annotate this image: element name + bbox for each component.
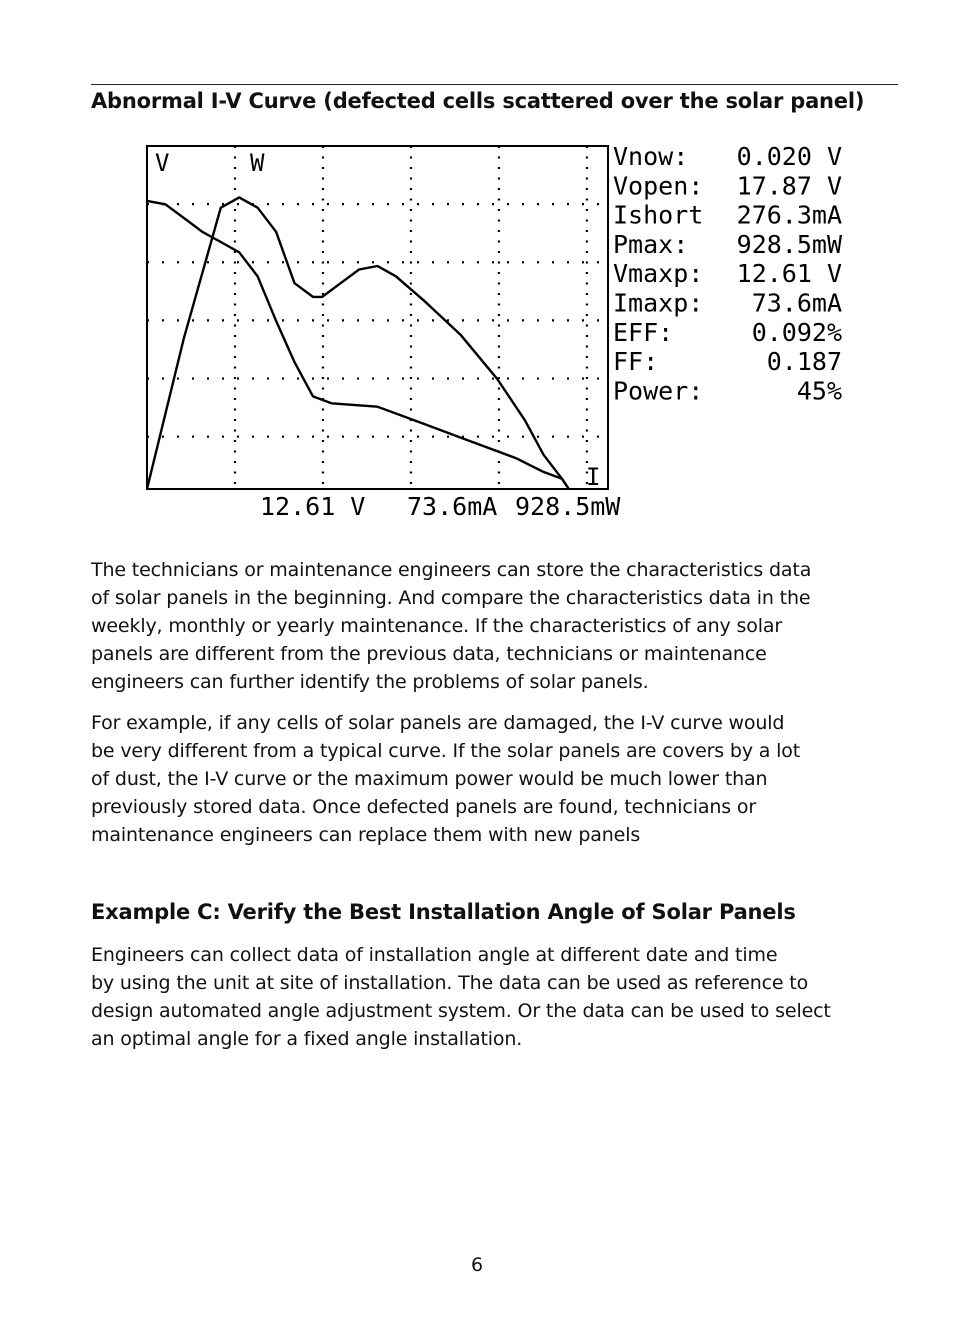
text-line: by using the unit at site of installation. The data can be used as reference to	[91, 972, 809, 994]
page-number: 6	[470, 1254, 484, 1276]
text-line: of dust, the I-V curve or the maximum power would be much lower than	[91, 768, 768, 790]
reading-label: Pmax:	[613, 229, 689, 259]
text-line: maintenance engineers can replace them with new panels	[91, 824, 641, 846]
text-line: weekly, monthly or yearly maintenance. If the characteristics of any solar	[91, 615, 783, 637]
text-line: previously stored data. Once defected panels are found, technicians or	[91, 796, 757, 818]
text-line: Engineers can collect data of installation angle at different date and time	[91, 944, 778, 966]
reading-value: 73.6mA	[751, 288, 842, 318]
current-axis-label: I	[586, 463, 601, 491]
text-line: The technicians or maintenance engineers can store the characteristics data	[91, 559, 812, 581]
text-line: be very different from a typical curve. If the solar panels are covers by a lot	[91, 740, 801, 762]
reading-value: 0.187	[766, 347, 842, 377]
cursor-power-readout: 928.5mW	[515, 492, 621, 521]
reading-label: Vopen:	[613, 171, 704, 201]
reading-label: FF:	[613, 347, 659, 377]
cursor-voltage-readout: 12.61 V	[260, 492, 366, 521]
curve-pv	[147, 197, 569, 489]
text-line: an optimal angle for a fixed angle installation.	[91, 1028, 523, 1050]
text-line: of solar panels in the beginning. And compare the characteristics data in the	[91, 587, 811, 609]
reading-label: Power:	[613, 376, 704, 406]
figure-title: Abnormal I-V Curve (defected cells scattered over the solar panel)	[91, 89, 865, 113]
reading-value: 45%	[796, 376, 842, 406]
voltage-axis-label: V	[155, 149, 170, 177]
paragraph-installation-angle	[91, 941, 891, 1053]
paragraph-store-characteristics	[91, 556, 891, 696]
reading-value: 0.092%	[751, 317, 842, 347]
iv-curve-lcd-display	[145, 140, 865, 525]
reading-label: Imaxp:	[613, 288, 704, 318]
section-heading: Example C: Verify the Best Installation Angle of Solar Panels	[91, 900, 796, 924]
reading-label: Vmaxp:	[613, 259, 704, 289]
reading-label: Vnow:	[613, 142, 689, 171]
reading-value: 928.5mW	[736, 229, 842, 259]
header-rule	[91, 84, 898, 85]
text-line: panels are different from the previous data, technicians or maintenance	[91, 643, 767, 665]
paragraph-example-damage	[91, 709, 891, 849]
reading-label: EFF:	[613, 317, 674, 347]
text-line: engineers can further identify the problems of solar panels.	[91, 671, 649, 693]
reading-value: 0.020 V	[736, 142, 842, 171]
lcd-readings-panel	[613, 142, 843, 405]
reading-value: 17.87 V	[736, 171, 842, 201]
reading-value: 276.3mA	[736, 200, 842, 230]
power-axis-label: W	[250, 149, 265, 177]
text-line: For example, if any cells of solar panels are damaged, the I-V curve would	[91, 712, 785, 734]
reading-label: Ishort	[613, 200, 704, 230]
plot-grid	[147, 146, 608, 489]
reading-value: 12.61 V	[736, 259, 842, 289]
text-line: design automated angle adjustment system. Or the data can be used to select	[91, 1000, 831, 1022]
cursor-current-readout: 73.6mA	[407, 492, 498, 521]
